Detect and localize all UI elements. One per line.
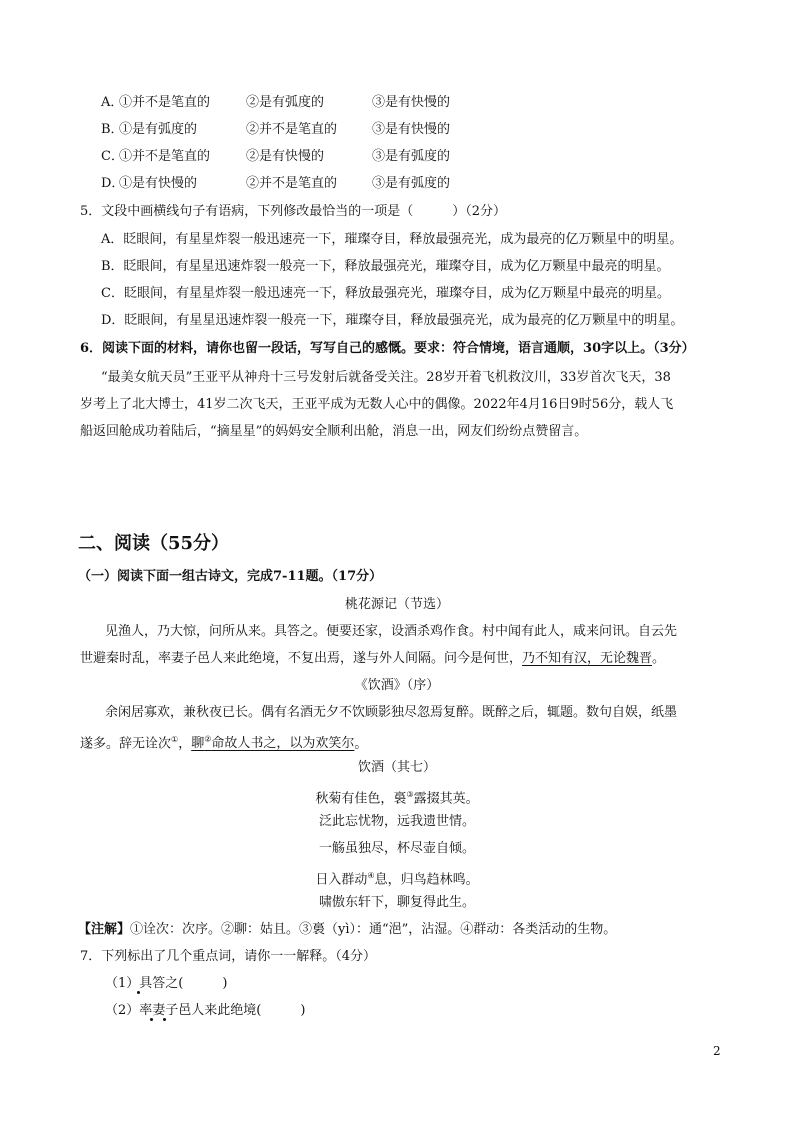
emphasis-dot [137, 991, 140, 994]
q4-option-choice-2: ②是有弧度的 [246, 95, 325, 110]
q4-option-choice-1: ①并不是笔直的 [119, 95, 211, 110]
preface-line [80, 730, 367, 754]
preface-text: ， [178, 736, 192, 752]
q4-option-choice-1: ①是有弧度的 [119, 122, 198, 137]
preface-text: 。 [354, 736, 368, 752]
poem-line: 泛此忘忧物，远我遗世情。 [318, 814, 475, 829]
poem-text: 息，归鸟趋林鸣。 [374, 872, 479, 888]
preface-text: 聊 [191, 736, 205, 752]
q4-option-choice-3: ③是有快慢的 [372, 122, 451, 137]
preface-text: 遂多。辞无诠次 [80, 736, 172, 752]
underlined-text: 命故人书之，以为欢笑尔 [211, 736, 355, 752]
part-title: （一）阅读下面一组古诗文，完成7-11题。（17分） [78, 569, 383, 584]
taohua-line [80, 649, 665, 669]
footnote-marker: ③ [406, 790, 414, 799]
q6-material-line: 岁考上了北大博士，41岁二次飞天，王亚平成为无数人心中的偶像。2022年4月16日9时56分，载人飞 [80, 397, 674, 412]
q4-option-choice-3: ③是有弧度的 [372, 149, 451, 164]
q5-option-d: D．眨眼间，有星星迅速炸裂一般亮一下，璀璨夺目，释放最强亮光，成为最亮的亿万颗星中的明星。 [101, 313, 684, 328]
q5-option-c: C．眨眼间，有星星炸裂一般迅速亮一下，释放最强亮光，璀璨夺目，成为亿万颗星中最亮的明星。 [101, 286, 670, 301]
preface-line: 余闲居寡欢，兼秋夜已长。偶有名酒无夕不饮顾影独尽忽焉复醉。既醉之后，辄题。数句自娱，纸墨 [105, 705, 678, 720]
note-text: ①诠次：次序。②聊：姑且。③裛（yì）：通“浥”，沾湿。④群动：各类活动的生物。 [130, 922, 617, 937]
q6-stem: 6．阅读下面的材料，请你也留一段话，写写自己的感慨。要求：符合情境，语言通顺，30字以上。（3分） [80, 341, 695, 356]
poem-title: 饮酒（其七） [357, 760, 436, 775]
q4-option-choice-2: ②并不是笔直的 [246, 176, 338, 191]
page-number: 2 [713, 1044, 721, 1058]
footnote-marker: ④ [367, 871, 375, 880]
q4-option-label: D． [101, 176, 125, 191]
q4-option-choice-1: ①是有快慢的 [119, 176, 198, 191]
footnote-marker: ① [171, 735, 179, 744]
poem-text: 露掇其英。 [413, 791, 479, 807]
q4-option-choice-1: ①并不是笔直的 [119, 149, 211, 164]
taohua-text: 世避秦时乱，率妻子邑人来此绝境，不复出焉，遂与外人间隔。问今是何世， [80, 651, 523, 666]
poem-line [0, 785, 794, 809]
q4-option-label: A． [101, 95, 124, 110]
underlined-sentence: 乃不知有汉，无论魏晋 [522, 651, 653, 666]
q6-material-line: 船返回舱成功着陆后，“摘星星”的妈妈安全顺利出舱，消息一出，网友们纷纷点赞留言。 [80, 424, 588, 439]
poem-text: 秋菊有佳色，裛 [315, 791, 407, 807]
note-label: 【注解】 [78, 922, 131, 937]
emphasis-dot [163, 1018, 166, 1021]
footnote-marker: ② [204, 735, 212, 744]
taohua-text: 。 [652, 651, 666, 666]
q6-material-line: “最美女航天员”王亚平从神舟十三号发射后就备受关注。28岁开着飞机救汶川，33岁首次飞天，38 [101, 370, 671, 385]
text-title-taohua: 桃花源记（节选） [344, 597, 449, 612]
q5-stem: 5．文段中画横线句子有语病，下列修改最恰当的一项是（ ）（2分） [80, 204, 507, 219]
q4-option-label: B． [101, 122, 124, 137]
q7-item-2 [105, 1001, 305, 1021]
q5-option-b: B．眨眼间，有星星迅速炸裂一般亮一下，释放最强亮光，璀璨夺目，成为亿万颗星中最亮的明星。 [101, 259, 670, 274]
q4-option-choice-2: ②并不是笔直的 [246, 122, 338, 137]
poem-line [0, 866, 794, 890]
section-title: 二、阅读（55分） [78, 533, 230, 554]
annotation-note [78, 920, 616, 940]
q4-option-choice-3: ③是有弧度的 [372, 176, 451, 191]
q5-option-a: A．眨眼间，有星星炸裂一般迅速亮一下，璀璨夺目，释放最强亮光，成为最亮的亿万颗星中的明星。 [101, 232, 683, 247]
poem-line: 一觞虽独尽，杯尽壶自倾。 [318, 841, 475, 856]
q4-option-choice-3: ③是有快慢的 [372, 95, 451, 110]
q7-item-text: （1）具答之( ) [105, 976, 228, 991]
q7-item-text: （2）率妻子邑人来此绝境( ) [105, 1003, 306, 1018]
emphasis-dot [150, 1018, 153, 1021]
q4-option-choice-2: ②是有快慢的 [246, 149, 325, 164]
poem-text: 日入群动 [315, 872, 368, 888]
q4-option-label: C． [101, 149, 124, 164]
underlined-sentence [191, 736, 354, 751]
text-title-yinjiu-preface: 《饮酒》（序） [354, 678, 440, 693]
q7-stem: 7．下列标出了几个重点词，请你一一解释。（4分） [80, 949, 377, 964]
q7-item-1 [105, 974, 227, 994]
poem-line: 啸傲东轩下，聊复得此生。 [318, 895, 475, 910]
taohua-line: 见渔人，乃大惊，问所从来。具答之。便要还家，设酒杀鸡作食。村中闻有此人，咸来问讯。自云先 [105, 624, 678, 639]
